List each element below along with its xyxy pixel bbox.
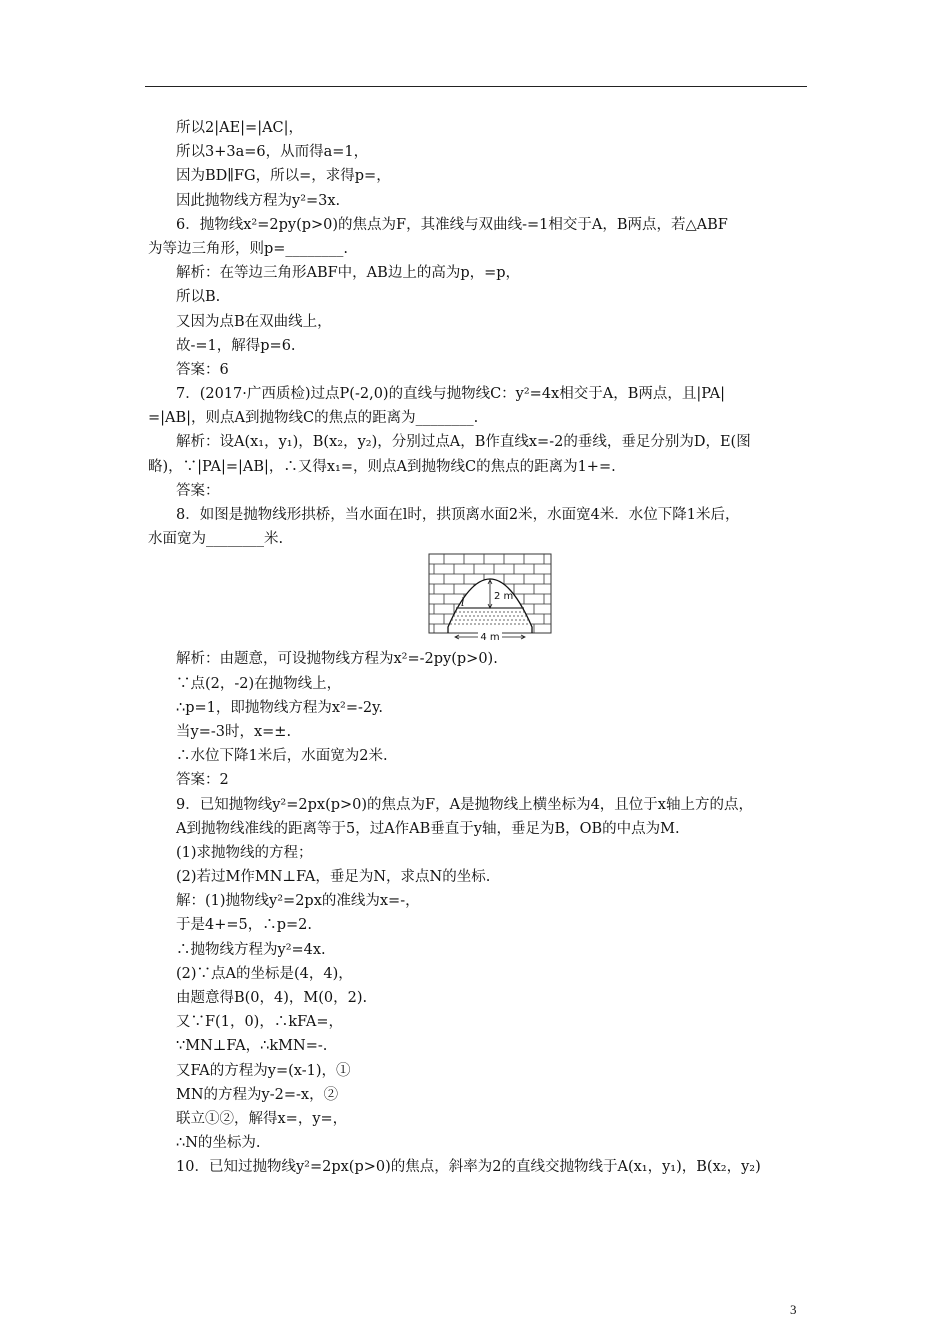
text-line: 解：(1)抛物线y²=2px的准线为x=-， (176, 893, 420, 910)
text-line: 因为BD∥FG，所以=，求得p=， (176, 168, 391, 185)
text-line: 由题意得B(0，4)，M(0，2). (176, 990, 368, 1006)
water-area (450, 608, 530, 624)
text-line: 解析：设A(x₁，y₁)，B(x₂，y₂)，分别过点A，B作直线x=-2的垂线，垂足分别为D，E(图 (176, 434, 751, 451)
text-line: 答案： (176, 482, 220, 499)
text-line: 所以2|AE|=|AC|， (176, 120, 304, 136)
text-line: 解析：由题意，可设抛物线方程为x²=-2py(p>0). (176, 651, 498, 668)
text-line: 于是4+=5，∴p=2. (176, 917, 313, 934)
text-line: 水面宽为________米. (148, 531, 284, 548)
text-line: 答案：2 (176, 772, 229, 789)
page-content (148, 116, 808, 1180)
text-line: 又因为点B在双曲线上， (176, 313, 332, 330)
text-line: 略)，∵|PA|=|AB|，∴又得x₁=，则点A到抛物线C的焦点的距离为1+=. (148, 458, 616, 475)
text-line: =|AB|，则点A到抛物线C的焦点的距离为________. (148, 410, 479, 427)
text-line: ∴水位下降1米后，水面宽为2米. (176, 748, 388, 765)
water-level-label: l (461, 596, 465, 610)
header-rule (145, 86, 807, 87)
text-line: MN的方程为y-2=-x，② (176, 1086, 339, 1103)
text-line: (2)∵点A的坐标是(4，4)， (176, 965, 353, 982)
text-line: ∴N的坐标为. (176, 1135, 261, 1152)
text-line: 为等边三角形，则p=________. (148, 240, 349, 257)
page-number: 3 (790, 1302, 797, 1317)
text-line: ∴p=1，即抛物线方程为x²=-2y. (176, 699, 384, 716)
text-line: 7．(2017·广西质检)过点P(-2,0)的直线与抛物线C：y²=4x相交于A，B两点，且|PA| (176, 386, 726, 403)
text-line: (2)若过M作MN⊥FA，垂足为N，求点N的坐标. (176, 869, 491, 886)
text-block-bottom (148, 647, 808, 1179)
text-line: A到抛物线准线的距离等于5，过A作AB垂直于y轴，垂足为B，OB的中点为M. (176, 820, 680, 837)
text-line: 故-=1，解得p=6. (176, 337, 296, 354)
text-line: 9．已知抛物线y²=2px(p>0)的焦点为F，A是抛物线上横坐标为4，且位于x轴上方的点， (176, 796, 753, 813)
text-line: 答案：6 (176, 361, 229, 378)
arch-bridge-figure (148, 553, 808, 641)
arch-bridge-diagram (428, 553, 552, 641)
text-line: 8．如图是抛物线形拱桥，当水面在l时，拱顶离水面2米，水面宽4米．水位下降1米后， (176, 507, 740, 523)
text-line: 所以B. (176, 289, 221, 306)
text-line: 联立①②，解得x=，y=， (176, 1110, 348, 1127)
width-label: 4 m (480, 632, 500, 642)
text-line: 所以3+3a=6，从而得a=1， (176, 144, 369, 161)
text-line: ∵点(2，-2)在抛物线上， (176, 675, 342, 692)
text-line: ∵MN⊥FA，∴kMN=-. (176, 1038, 328, 1055)
text-line: (1)求抛物线的方程； (176, 844, 313, 861)
text-block-top (148, 116, 808, 551)
text-line: 当y=-3时，x=±. (176, 723, 292, 740)
text-line: 因此抛物线方程为y²=3x. (176, 192, 341, 209)
text-line: 10．已知过抛物线y²=2px(p>0)的焦点，斜率为2的直线交抛物线于A(x₁，y₁)，B(x₂，y₂) (176, 1159, 761, 1176)
text-line: 又FA的方程为y=(x-1)，① (176, 1062, 351, 1079)
text-line: ∴抛物线方程为y²=4x. (176, 941, 326, 958)
text-line: 又∵F(1，0)，∴kFA=， (176, 1014, 344, 1031)
text-line: 解析：在等边三角形ABF中，AB边上的高为p，=p， (176, 265, 521, 282)
text-line: 6．抛物线x²=2py(p>0)的焦点为F，其准线与双曲线-=1相交于A，B两点，若△ABF (176, 216, 728, 233)
height-label: 2 m (494, 591, 514, 603)
